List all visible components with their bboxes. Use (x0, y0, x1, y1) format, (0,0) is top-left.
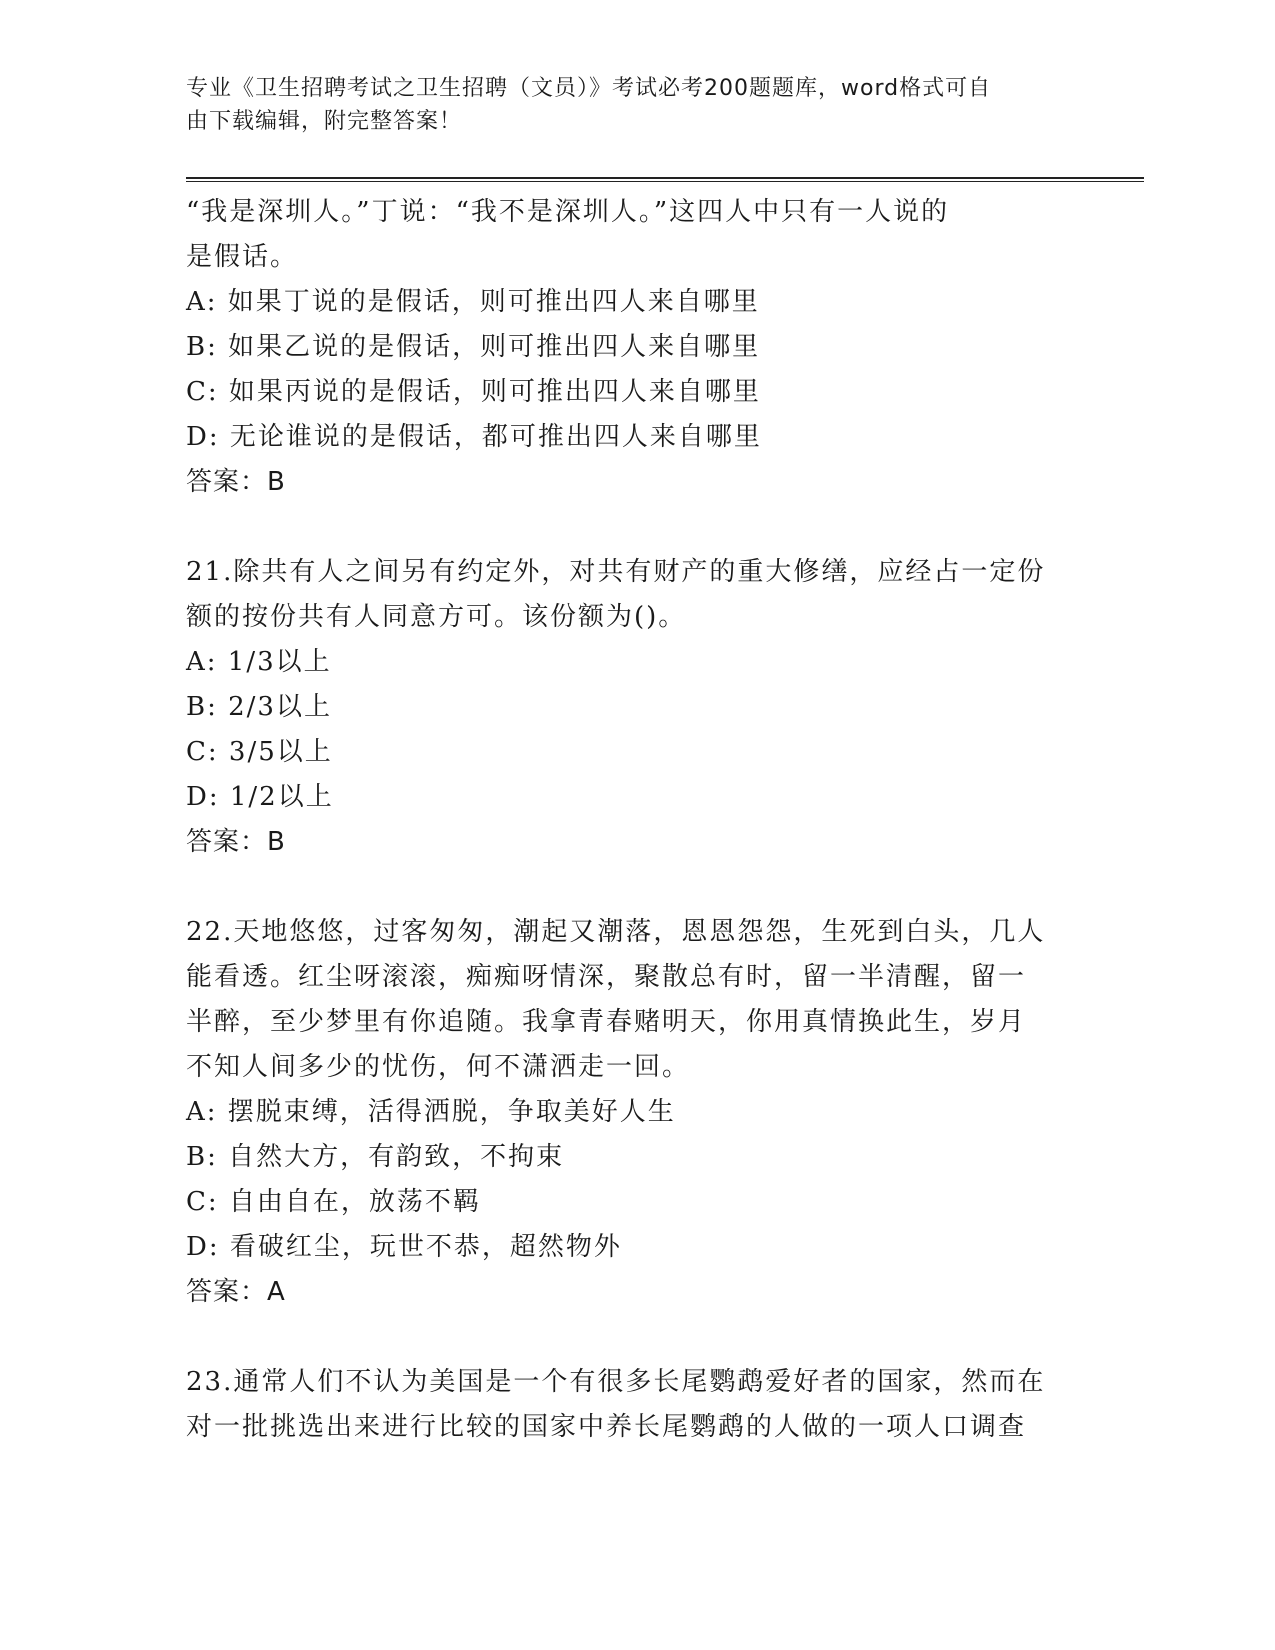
header-divider-thin (186, 181, 1144, 182)
option-c: C: 3/5以上 (186, 737, 333, 767)
answer-line: 答案：B (186, 467, 286, 497)
document-body (186, 190, 1086, 1450)
option-b: B: 2/3以上 (186, 692, 332, 722)
question-21 (186, 550, 1086, 865)
answer-line: 答案：A (186, 1277, 286, 1307)
question-spacer (186, 865, 1086, 910)
question-20 (186, 190, 1086, 505)
option-d: D: 无论谁说的是假话，都可推出四人来自哪里 (186, 422, 762, 452)
option-c: C: 如果丙说的是假话，则可推出四人来自哪里 (186, 377, 761, 407)
question-stem-line: 23.通常人们不认为美国是一个有很多长尾鹦鹉爱好者的国家，然而在 (186, 1367, 1046, 1397)
question-stem-line: 对一批挑选出来进行比较的国家中养长尾鹦鹉的人做的一项人口调查 (186, 1412, 1027, 1442)
question-stem-line: 不知人间多少的忧伤，何不潇洒走一回。 (186, 1052, 691, 1082)
question-stem-line: 是假话。 (186, 242, 299, 272)
question-stem-line: “我是深圳人。”丁说：“我不是深圳人。”这四人中只有一人说的 (186, 197, 950, 227)
question-spacer (186, 505, 1086, 550)
option-a: A: 如果丁说的是假话，则可推出四人来自哪里 (186, 287, 760, 317)
question-22 (186, 910, 1086, 1315)
question-23 (186, 1360, 1086, 1450)
question-stem-line: 22.天地悠悠，过客匆匆，潮起又潮落，恩恩怨怨，生死到白头，几人 (186, 917, 1046, 947)
header-divider-thick (186, 177, 1144, 179)
header-title-line-1: 专业《卫生招聘考试之卫生招聘（文员）》考试必考200题题库，word格式可自 (186, 76, 992, 101)
question-spacer (186, 1315, 1086, 1360)
option-c: C: 自由自在，放荡不羁 (186, 1187, 481, 1217)
question-stem-line: 21.除共有人之间另有约定外，对共有财产的重大修缮，应经占一定份 (186, 557, 1046, 587)
option-d: D: 1/2以上 (186, 782, 334, 812)
option-a: A: 摆脱束缚，活得洒脱，争取美好人生 (186, 1097, 676, 1127)
option-a: A: 1/3以上 (186, 647, 332, 677)
answer-line: 答案：B (186, 827, 286, 857)
option-b: B: 自然大方，有韵致，不拘束 (186, 1142, 565, 1172)
document-header (186, 72, 1066, 138)
option-d: D: 看破红尘，玩世不恭，超然物外 (186, 1232, 622, 1262)
question-stem-line: 额的按份共有人同意方可。该份额为()。 (186, 602, 687, 632)
header-title-line-2: 由下载编辑，附完整答案！ (186, 109, 463, 134)
option-b: B: 如果乙说的是假话，则可推出四人来自哪里 (186, 332, 761, 362)
question-stem-line: 半醉，至少梦里有你追随。我拿青春赌明天，你用真情换此生，岁月 (186, 1007, 1027, 1037)
question-stem-line: 能看透。红尘呀滚滚，痴痴呀情深，聚散总有时，留一半清醒，留一 (186, 962, 1027, 992)
